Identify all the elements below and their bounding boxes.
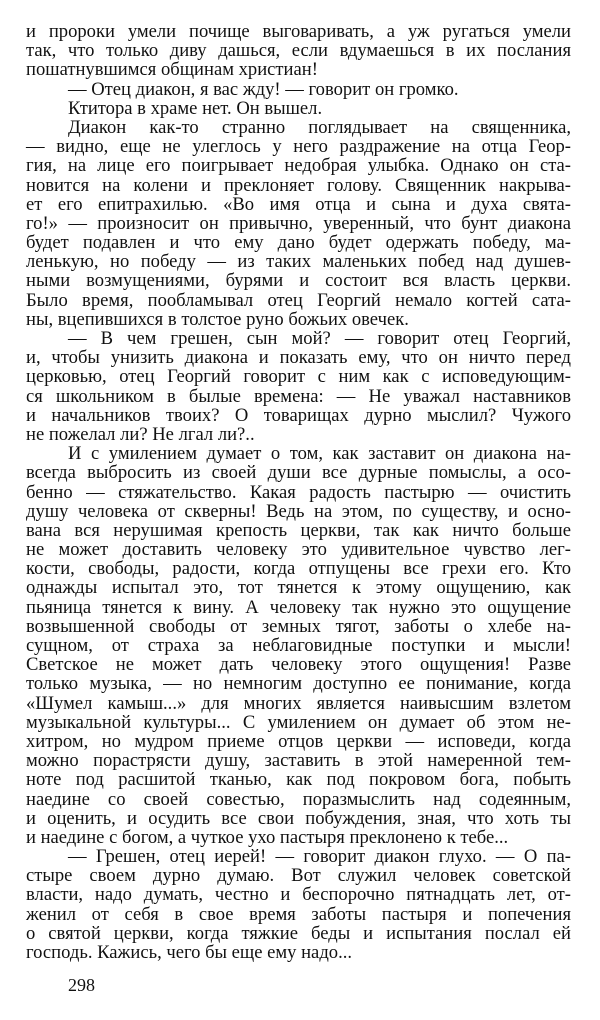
text-line: не может доставить человеку это удивительное чувство лег-	[26, 539, 571, 561]
text-line: Диакон как-то странно поглядывает на священника,	[68, 116, 571, 138]
text-line: душу человека от скверны! Ведь на этом, по существу, и осно-	[26, 500, 571, 522]
text-line: будет подавлен и что ему дано будет одержать победу, ма-	[26, 232, 571, 254]
text-line: так, что только диву дашься, если вдумаешься в их послания	[26, 40, 571, 62]
text-line: только музыка, — но немногим доступно ее понимание, когда	[26, 673, 571, 695]
text-line: Было время, пообламывал отец Георгий немало когтей сата-	[26, 289, 571, 311]
text-line: И с умилением думает о том, как заставит он диакона на-	[68, 443, 571, 465]
book-page-text	[26, 22, 571, 962]
text-line: возвышенной свободы от земных тягот, заботы о хлебе на-	[26, 615, 571, 637]
text-line: всегда выбросить из своей души все дурные помыслы, а осо-	[26, 462, 571, 484]
text-line: гия, на лице его поигрывает недобрая улыбка. Однако он ста-	[26, 155, 571, 177]
text-line: — видно, еще не улеглось у него раздражение на отца Геор-	[26, 136, 571, 158]
text-line: Ктитора в храме нет. Он вышел.	[68, 97, 323, 119]
text-line: кости, свободы, радости, когда отпущены все грехи его. Кто	[26, 558, 571, 580]
text-line: и, чтобы унизить диакона и показать ему, что он ничто перед	[26, 347, 571, 369]
text-line: власти, надо думать, честно и беспорочно пятнадцать лет, от-	[26, 884, 571, 906]
text-line: ны, вцепившихся в толстое руно божьих овечек.	[26, 308, 409, 330]
text-line: — В чем грешен, сын мой? — говорит отец Георгий,	[68, 328, 571, 349]
text-line: бенно — стяжательство. Какая радость пастырю — очистить	[26, 481, 571, 503]
text-line: господь. Кажись, чего бы еще ему надо...	[26, 942, 353, 963]
text-line: — Грешен, отец иерей! — говорит диакон глухо. — О па-	[68, 846, 571, 868]
text-line: церковью, отец Георгий говорит с ним как с исповедующим-	[26, 366, 571, 388]
text-line: пьяница тянется к вину. А человеку так нужно это ощущение	[26, 596, 571, 618]
text-line: пошатнувшимся общинам христиан!	[26, 59, 318, 81]
text-line: — Отец диакон, я вас жду! — говорит он громко.	[68, 78, 459, 100]
text-line: сущном, от страха за неблаговидные поступки и мысли!	[26, 635, 571, 656]
text-line: ноте под расшитой тканью, как под покровом бога, побыть	[26, 769, 571, 791]
text-line: и пророки умели почище выговаривать, а уж ругаться умели	[26, 21, 571, 42]
text-line: хитром, но мудром приеме отцов церкви — исповеди, когда	[26, 730, 571, 752]
text-line: вана вся нерушимая крепость церкви, так как ничто больше	[26, 519, 571, 541]
text-line: Светское не может дать человеку этого ощущения! Разве	[26, 654, 571, 676]
text-line: наедине со своей совестью, поразмыслить над содеянным,	[26, 788, 571, 810]
page-number: 298	[68, 975, 95, 995]
text-line: ет его епитрахилью. «Во имя отца и сына и духа свята-	[26, 193, 571, 215]
text-line: о святой церкви, когда тяжкие беды и испытания послал ей	[26, 922, 571, 944]
text-line: и наедине с богом, а чуткое ухо пастыря преклонено к тебе...	[26, 826, 509, 848]
text-line: однажды испытал это, тот тянется к этому ощущению, как	[26, 577, 571, 599]
text-line: не пожелал ли? Не лгал ли?..	[26, 423, 255, 445]
text-line: го!» — произносит он привычно, уверенный, что бунт диакона	[26, 212, 571, 234]
text-line: ленькую, но победу — из таких маленьких побед над душев-	[26, 251, 571, 273]
text-line: ными возмущениями, бурями и состоит вся власть церкви.	[26, 270, 571, 292]
text-line: женил от себя в свое время заботы пастыря и попечения	[26, 903, 571, 925]
text-line: новится на колени и преклоняет голову. Священник накрыва-	[26, 174, 571, 196]
text-line: стыре своем дурно думаю. Вот служил человек советской	[26, 865, 571, 887]
text-line: «Шумел камыш...» для многих является наивысшим взлетом	[26, 692, 571, 714]
text-line: музыкальной культуры... С умилением он думает об этом не-	[26, 711, 571, 733]
text-line: можно порастрясти душу, заставить в этой намеренной тем-	[26, 750, 571, 772]
text-line: и оценить, и осудить все свои побуждения, зная, что хоть ты	[26, 807, 571, 829]
text-line: ся школьником в былые времена: — Не уважал наставников	[26, 385, 571, 407]
text-line: и начальников твоих? О товарищах дурно мыслил? Чужого	[26, 404, 571, 426]
